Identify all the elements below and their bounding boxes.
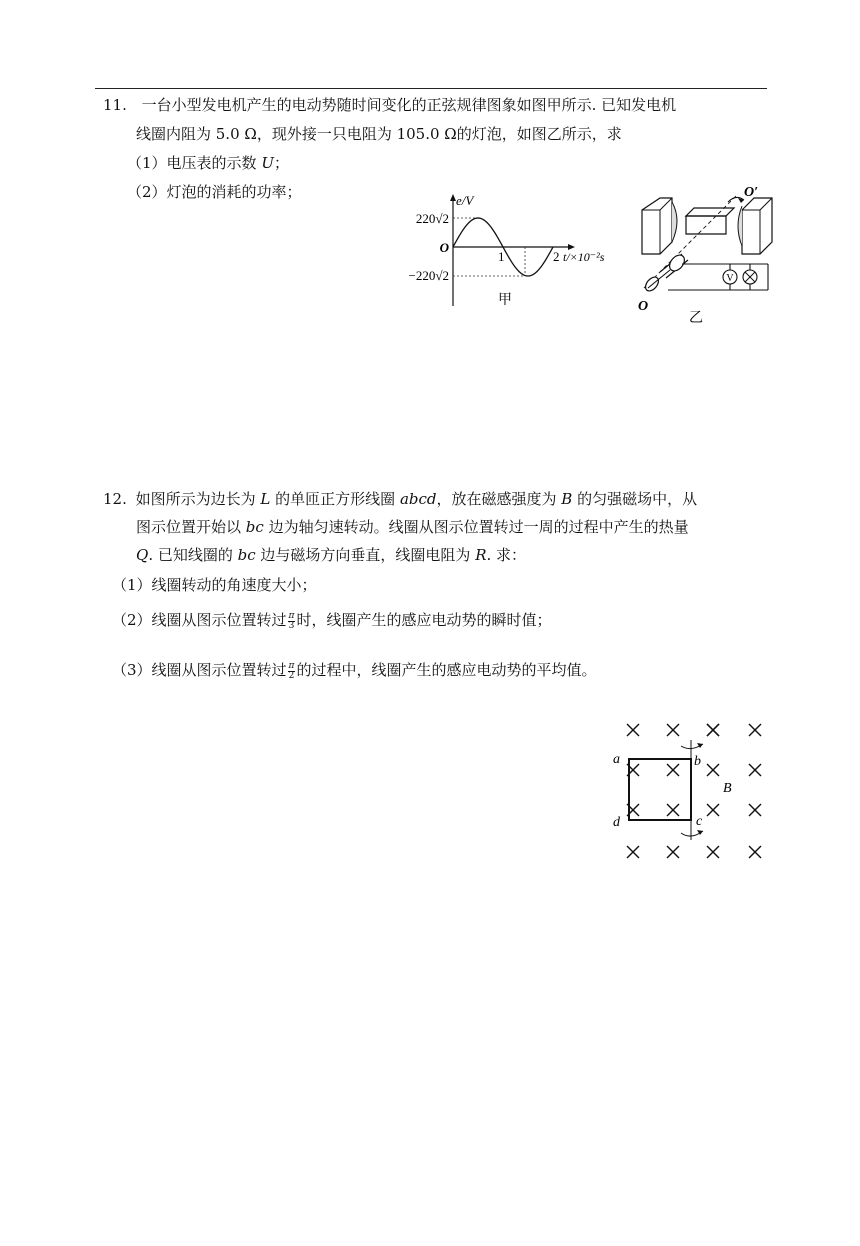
figure-jia-sine-graph [395, 190, 625, 318]
figure-yi-generator [630, 180, 775, 325]
caption-yi: 乙 [689, 311, 703, 325]
x-tick-2: 2 [553, 249, 560, 264]
q11-number: 11. [103, 96, 127, 114]
label-o-prime: O′ [744, 185, 759, 200]
field-cross-icon [707, 724, 719, 736]
q12-sub-1: （1）线圈转动的角速度大小； [112, 576, 317, 594]
q12-line-2: 图示位置开始以 bc 边为轴匀速转动。线圈从图示位置转过一周的过程中产生的热量 [136, 518, 689, 536]
field-cross-icon [667, 846, 679, 858]
y-axis-label: e/V [456, 193, 474, 208]
header-rule [95, 88, 767, 89]
label-field-b: B [723, 781, 732, 796]
origin-label: O [439, 240, 449, 255]
label-c: c [696, 814, 703, 829]
q12-number: 12. [103, 490, 127, 508]
q11-sub-1: （1）电压表的示数 U； [127, 154, 289, 172]
field-cross-icon [749, 804, 761, 816]
label-d: d [613, 815, 620, 830]
field-cross-icon [667, 724, 679, 736]
x-tick-1: 1 [498, 249, 505, 264]
q12-sub-2: （2）线圈从图示位置转过 $\frac{\pi}{3}$ 时，线圈产生的感应电动势的瞬时值； [112, 610, 552, 631]
field-cross-icon [749, 764, 761, 776]
q11-line-2: 线圈内阻为 5.0 Ω，现外接一只电阻为 105.0 Ω的灯泡，如图乙所示，求 [136, 125, 622, 143]
field-cross-icon [627, 724, 639, 736]
voltmeter-label: V [726, 273, 734, 284]
q11-line-1: 11. 一台小型发电机产生的电动势随时间变化的正弦规律图象如图甲所示. 已知发电机 [103, 96, 677, 114]
square-coil [629, 759, 691, 820]
field-cross-icon [707, 846, 719, 858]
q12-line-1: 12. 如图所示为边长为 L 的单匝正方形线圈 abcd，放在磁感强度为 B 的匀强磁场中，从 [103, 490, 698, 508]
caption-jia: 甲 [498, 293, 512, 308]
label-a: a [613, 752, 620, 767]
field-cross-icon [667, 764, 679, 776]
field-cross-icon [749, 724, 761, 736]
field-cross-icon [667, 804, 679, 816]
slip-ring-2 [643, 275, 661, 294]
x-axis-label: t/×10⁻²s [563, 250, 605, 264]
label-b: b [694, 754, 701, 769]
field-cross-icon [749, 846, 761, 858]
q11-sub-2: （2）灯泡的消耗的功率； [127, 183, 302, 201]
label-o: O [638, 299, 649, 314]
right-magnet [742, 198, 772, 254]
fraction-pi-over-3: $\frac{\pi}{3}$ [288, 610, 295, 631]
magnetic-field-crosses [627, 724, 761, 858]
coil-front [686, 216, 726, 234]
figure-coil-in-field [605, 712, 775, 867]
y-top-label: 220√2 [415, 211, 449, 226]
left-magnet [642, 198, 672, 254]
coil-top [686, 208, 734, 216]
q12-line-3: Q. 已知线圈的 bc 边与磁场方向垂直，线圈电阻为 R. 求： [136, 546, 527, 564]
field-cross-icon [627, 846, 639, 858]
field-cross-icon [707, 764, 719, 776]
q12-sub-3: （3）线圈从图示位置转过 $\frac{\pi}{2}$ 的过程中，线圈产生的感应电动势的平均值。 [112, 660, 597, 681]
fraction-pi-over-2: $\frac{\pi}{2}$ [288, 660, 295, 681]
y-bottom-label: −220√2 [408, 268, 449, 283]
field-cross-icon [707, 804, 719, 816]
